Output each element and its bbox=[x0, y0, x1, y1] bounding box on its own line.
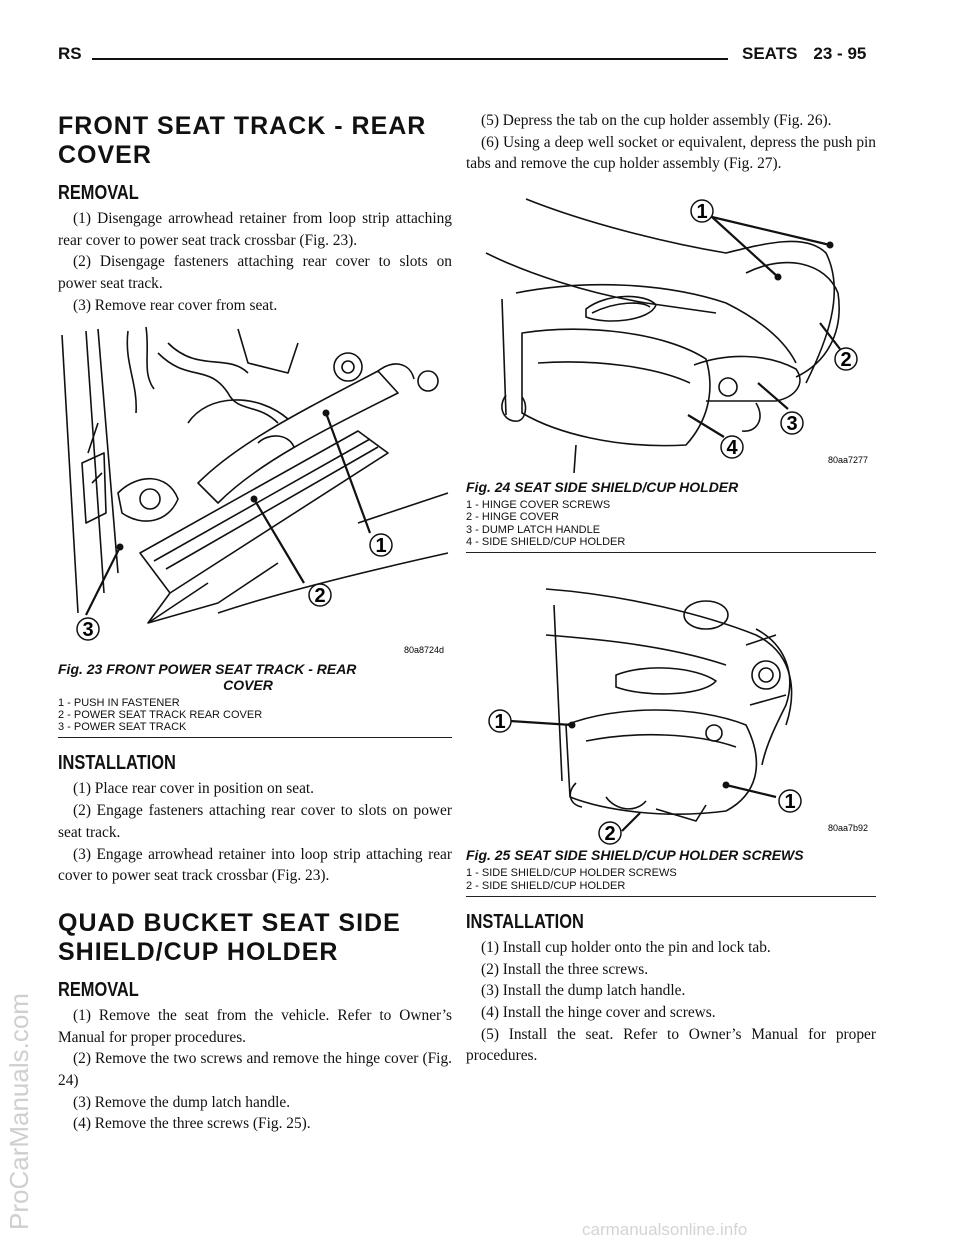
step: (6) Using a deep well socket or equivalent, depress the push pin tabs and remove the cup holder assembly (Fig. 27). bbox=[466, 133, 876, 173]
header-section-code: RS bbox=[58, 44, 82, 63]
step: (4) Install the hinge cover and screws. bbox=[481, 1004, 716, 1021]
step: (2) Engage fasteners attaching rear cover to slots on power seat track. bbox=[58, 802, 452, 841]
step: (1) Install cup holder onto the pin and lock tab. bbox=[481, 938, 771, 956]
svg-text:1: 1 bbox=[784, 791, 796, 814]
figure-25 bbox=[466, 575, 876, 897]
callout-2 bbox=[599, 822, 621, 845]
figure-caption: Fig. 23 FRONT POWER SEAT TRACK - REAR COVER bbox=[58, 660, 357, 693]
installation-heading: INSTALLATION bbox=[466, 910, 584, 933]
header-page-number: 23 - 95 bbox=[813, 44, 867, 63]
svg-text:2: 2 bbox=[314, 584, 326, 607]
removal-heading: REMOVAL bbox=[58, 978, 139, 1001]
step: (5) Depress the tab on the cup holder assembly (Fig. 26). bbox=[481, 112, 832, 129]
callout-1-second bbox=[779, 790, 801, 813]
callout-4 bbox=[721, 436, 743, 459]
svg-text:3: 3 bbox=[786, 413, 798, 436]
section-title: FRONT SEAT TRACK - REAR COVER bbox=[58, 112, 427, 169]
figure-24 bbox=[466, 183, 876, 553]
svg-text:1: 1 bbox=[375, 534, 387, 557]
step: (1) Remove the seat from the vehicle. Refer to Owner’s Manual for proper procedures. bbox=[58, 1006, 452, 1046]
figure-caption: Fig. 25 SEAT SIDE SHIELD/CUP HOLDER SCREWS bbox=[466, 847, 804, 864]
callout-1 bbox=[370, 534, 392, 557]
callout-1 bbox=[489, 710, 511, 733]
svg-text:2: 2 bbox=[604, 823, 616, 846]
callout-3 bbox=[781, 412, 803, 435]
figure-code: 80aa7b92 bbox=[828, 823, 869, 834]
step: (1) Disengage arrowhead retainer from loop strip attaching rear cover to power seat track crossbar (Fig. 23). bbox=[58, 210, 452, 249]
bottom-watermark: carmanualsonline.info bbox=[582, 1220, 748, 1239]
callout-2 bbox=[309, 584, 331, 607]
step: (4) Remove the three screws (Fig. 25). bbox=[73, 1115, 311, 1133]
side-shield-illustration bbox=[466, 183, 876, 479]
figure-legend: 1 - PUSH IN FASTENER 2 - POWER SEAT TRACK REAR COVER 3 - POWER SEAT TRACK bbox=[58, 696, 263, 734]
figure-code: 80a8724d bbox=[404, 644, 445, 655]
step: (5) Install the seat. Refer to Owner’s Manual for proper procedures. bbox=[466, 1025, 876, 1065]
right-column bbox=[466, 110, 876, 1067]
side-shield-screws-illustration bbox=[466, 575, 876, 847]
step: (1) Place rear cover in position on seat. bbox=[73, 780, 315, 798]
installation-heading: INSTALLATION bbox=[58, 752, 176, 775]
section-title: QUAD BUCKET SEAT SIDE SHIELD/CUP HOLDER bbox=[58, 908, 401, 966]
callout-2 bbox=[835, 348, 857, 371]
figure-caption: Fig. 24 SEAT SIDE SHIELD/CUP HOLDER bbox=[466, 479, 739, 496]
svg-text:1: 1 bbox=[494, 711, 506, 734]
step: (3) Engage arrowhead retainer into loop strip attaching rear cover to power seat track crossbar (Fig. 23). bbox=[58, 845, 452, 885]
step: (2) Remove the two screws and remove the hinge cover (Fig. 24) bbox=[58, 1050, 452, 1090]
svg-text:4: 4 bbox=[726, 437, 738, 460]
step: (2) Disengage fasteners attaching rear cover to slots on power seat track. bbox=[58, 253, 452, 293]
side-watermark: ProCarManuals.com bbox=[4, 993, 34, 1230]
header-rule bbox=[92, 58, 728, 60]
step: (3) Remove the dump latch handle. bbox=[73, 1093, 291, 1111]
callout-3 bbox=[77, 618, 99, 641]
seat-track-illustration bbox=[58, 323, 452, 661]
header-right bbox=[742, 44, 882, 64]
figure-23 bbox=[58, 323, 452, 739]
left-column bbox=[58, 112, 452, 1135]
svg-text:3: 3 bbox=[82, 618, 94, 641]
figure-legend: 1 - HINGE COVER SCREWS 2 - HINGE COVER 3 - DUMP LATCH HANDLE 4 - SIDE SHIELD/CUP HOLDER bbox=[466, 499, 626, 548]
removal-heading: REMOVAL bbox=[58, 182, 139, 204]
step: (3) Install the dump latch handle. bbox=[481, 982, 686, 1000]
header-section-title: SEATS bbox=[742, 44, 798, 63]
figure-code: 80aa7277 bbox=[828, 455, 869, 466]
step: (3) Remove rear cover from seat. bbox=[73, 296, 278, 314]
svg-text:2: 2 bbox=[840, 349, 852, 372]
step: (2) Install the three screws. bbox=[481, 960, 649, 978]
svg-text:1: 1 bbox=[696, 201, 708, 224]
figure-legend: 1 - SIDE SHIELD/CUP HOLDER SCREWS 2 - SIDE SHIELD/CUP HOLDER bbox=[466, 867, 677, 892]
callout-1 bbox=[691, 200, 713, 223]
